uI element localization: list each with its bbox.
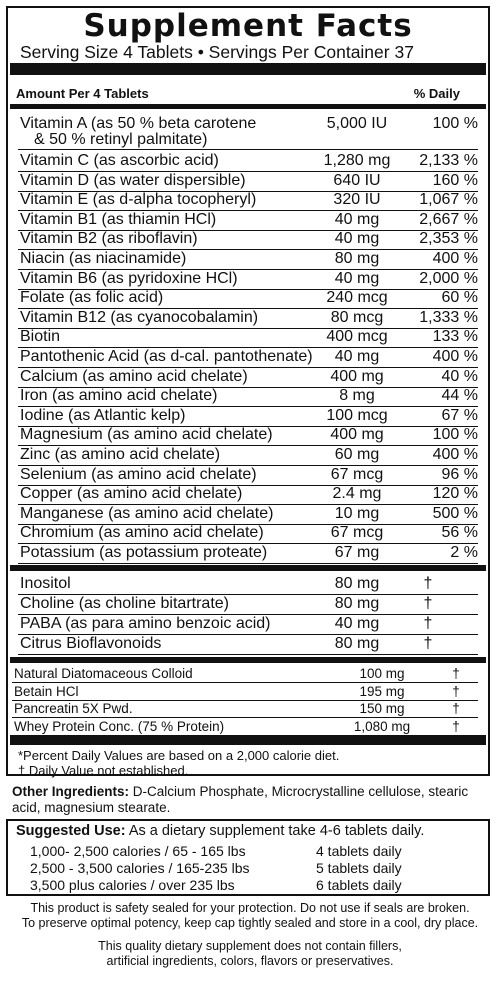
- serving-info: Serving Size 4 Tablets • Servings Per Container 37: [20, 42, 414, 62]
- nutrient-amount: 1,280 mg: [323, 152, 391, 169]
- nutrient-row: [18, 249, 478, 270]
- nutrient-name: [20, 367, 248, 387]
- dosage-amount: 6 tablets daily: [316, 877, 402, 893]
- nutrient-daily-value: 40 %: [441, 367, 478, 385]
- nutrient-row: [18, 190, 478, 211]
- nutrient-daily-value: 1,333 %: [419, 308, 478, 326]
- nutrient-row: [18, 269, 478, 290]
- nutrient-name: [20, 386, 217, 406]
- nutrient-amount: 400 mg: [330, 367, 384, 385]
- nutrient-name: [20, 288, 163, 308]
- nutrient-amount: 100 mcg: [326, 406, 388, 424]
- other-nutrient-amount: 80 mg: [334, 575, 380, 592]
- nutrient-daily-value: 120 %: [432, 485, 478, 503]
- dagger-symbol: †: [452, 718, 460, 734]
- extra-ingredient-amount: 150 mg: [359, 701, 405, 716]
- footnote-divider: [10, 735, 486, 745]
- nutrient-daily-value: 2 %: [450, 544, 478, 561]
- nutrient-daily-value: 2,000 %: [419, 269, 478, 287]
- nutrient-row: [18, 406, 478, 427]
- nutrient-amount: 60 mg: [334, 446, 380, 463]
- nutrient-row: [18, 288, 478, 309]
- nutrient-name: [20, 425, 273, 445]
- nutrient-name-text: Zinc (as amino acid chelate): [20, 446, 221, 463]
- nutrient-daily-value: 2,133 %: [419, 152, 478, 169]
- nutrient-daily-value: 2,353 %: [419, 230, 478, 248]
- nutrient-row: [18, 151, 478, 172]
- nutrient-name-text: Iodine (as Atlantic kelp): [20, 406, 186, 424]
- nutrient-name-text: Folate (as folic acid): [20, 289, 164, 307]
- nutrient-name: [20, 504, 273, 524]
- nutrient-row: [18, 523, 478, 544]
- extra-ingredient-name: Whey Protein Conc. (75 % Protein): [14, 718, 225, 734]
- nutrient-row: [18, 347, 478, 368]
- other-nutrient-row: [18, 594, 478, 615]
- other-nutrient-name: Choline (as choline bitartrate): [20, 595, 229, 612]
- section-divider: [10, 565, 486, 571]
- footnote-percent: *Percent Daily Values are based on a 2,000 calorie diet.: [18, 748, 340, 763]
- extra-ingredient-row: [12, 683, 478, 701]
- other-ingredients-text: D-Calcium Phosphate, Microcrystalline cellulose, stearic acid, magnesium stearate.: [12, 784, 469, 815]
- nutrient-row: [18, 484, 478, 505]
- extra-ingredient-name: Natural Diatomaceous Colloid: [14, 666, 193, 681]
- other-nutrient-amount: 80 mg: [334, 635, 380, 652]
- nutrient-name-text: Vitamin B6 (as pyridoxine HCl): [20, 269, 238, 287]
- nutrient-name-text: Potassium (as potassium proteate): [20, 544, 268, 561]
- nutrient-name: [20, 445, 220, 465]
- other-nutrient-name: Citrus Bioflavonoids: [20, 635, 162, 652]
- nutrient-name-text: Vitamin B2 (as riboflavin): [20, 230, 198, 248]
- nutrient-amount: 8 mg: [339, 387, 375, 405]
- nutrient-name-text: Niacin (as niacinamide): [20, 250, 187, 267]
- other-nutrient-row: [18, 634, 478, 655]
- extra-ingredient-amount: 100 mg: [359, 666, 405, 681]
- nutrient-name: [20, 406, 185, 426]
- nutrient-name-text: Iron (as amino acid chelate): [20, 387, 218, 405]
- nutrient-name-text: Vitamin B12 (as cyanocobalamin): [20, 308, 259, 326]
- suggested-use-heading: [16, 823, 424, 839]
- dagger-symbol: †: [452, 683, 460, 699]
- dosage-range: 2,500 - 3,500 calories / 165-235 lbs: [30, 860, 250, 876]
- nutrient-row: [18, 113, 478, 150]
- other-ingredients-label: Other Ingredients:: [12, 784, 130, 799]
- nutrient-amount: 400 mg: [330, 426, 384, 444]
- nutrient-daily-value: 133 %: [432, 328, 478, 346]
- nutrient-amount: 320 IU: [333, 191, 381, 209]
- nutrient-name: [20, 151, 219, 171]
- nutrient-name: [20, 229, 198, 249]
- nutrient-amount: 67 mg: [334, 544, 380, 561]
- panel-title: Supplement Facts: [83, 8, 413, 44]
- nutrient-name: [20, 171, 246, 191]
- dosage-amount: 4 tablets daily: [316, 843, 402, 859]
- nutrient-amount: 10 mg: [334, 504, 380, 522]
- other-nutrient-row: [18, 574, 478, 595]
- nutrient-row: [18, 504, 478, 525]
- header-divider: [10, 104, 486, 109]
- nutrient-row: [18, 465, 478, 486]
- other-nutrient-name: Inositol: [20, 575, 71, 592]
- safety-notice: This product is safety sealed for your protection. Do not use if seals are broken.: [30, 901, 470, 915]
- extra-ingredient-name: Betain HCl: [14, 683, 79, 699]
- nutrient-amount: 67 mcg: [330, 465, 384, 483]
- nutrient-daily-value: 100 %: [432, 426, 478, 444]
- nutrient-name: [20, 484, 242, 504]
- nutrient-daily-value: 1,067 %: [419, 191, 478, 209]
- extra-ingredient-row: [12, 665, 478, 683]
- other-nutrient-row: [18, 614, 478, 635]
- nutrient-name: [20, 308, 258, 328]
- other-nutrient-name: PABA (as para amino benzoic acid): [20, 615, 271, 632]
- nutrient-daily-value: 67 %: [441, 406, 478, 424]
- nutrient-row: [18, 210, 478, 231]
- nutrient-name-text: Calcium (as amino acid chelate): [20, 367, 248, 385]
- suggested-use-box: [6, 819, 490, 896]
- nutrient-name: [20, 249, 186, 269]
- dosage-range: 1,000- 2,500 calories / 65 - 165 lbs: [30, 843, 246, 859]
- nutrient-amount: 40 mg: [334, 210, 380, 228]
- nutrient-amount: 40 mg: [334, 230, 380, 248]
- dagger-symbol: †: [452, 701, 460, 716]
- storage-notice: To preserve optimal potency, keep cap tightly sealed and store in a cool, dry place.: [21, 916, 479, 930]
- nutrient-name-text: Vitamin C (as ascorbic acid): [20, 152, 219, 169]
- other-ingredients: [12, 784, 488, 816]
- nutrient-daily-value: 400 %: [432, 446, 478, 463]
- nutrient-name-text: Pantothenic Acid (as d-cal. pantothenate): [20, 348, 313, 365]
- nutrient-name-text: Selenium (as amino acid chelate): [20, 465, 257, 483]
- nutrient-amount: 5,000 IU: [326, 115, 388, 132]
- nutrient-amount: 80 mg: [334, 250, 380, 267]
- thick-divider: [10, 63, 486, 75]
- nutrient-name: [20, 347, 313, 367]
- nutrient-amount: 40 mg: [334, 269, 380, 287]
- quality-statement-line1: This quality dietary supplement does not contain fillers,: [98, 939, 402, 953]
- section-divider: [10, 657, 486, 663]
- dagger-symbol: †: [423, 595, 433, 612]
- dagger-symbol: †: [423, 635, 433, 652]
- nutrient-name-text: Biotin: [20, 328, 61, 346]
- amount-header: Amount Per 4 Tablets: [16, 86, 149, 101]
- nutrient-daily-value: 400 %: [432, 250, 478, 267]
- nutrient-name-text: Vitamin A (as 50 % beta carotene: [20, 115, 257, 132]
- daily-header: % Daily: [413, 86, 460, 101]
- nutrient-name-text: Vitamin B1 (as thiamin HCl): [20, 210, 217, 228]
- nutrient-daily-value: 400 %: [432, 348, 478, 365]
- extra-ingredient-amount: 195 mg: [359, 683, 405, 699]
- dosage-range: 3,500 plus calories / over 235 lbs: [30, 877, 235, 893]
- nutrient-daily-value: 56 %: [441, 524, 478, 542]
- nutrient-amount: 2.4 mg: [332, 485, 382, 503]
- nutrient-daily-value: 500 %: [432, 504, 478, 522]
- supplement-facts-panel: [6, 6, 490, 776]
- nutrient-amount: 640 IU: [333, 171, 381, 189]
- nutrient-row: [18, 425, 478, 446]
- nutrient-name: [20, 465, 257, 485]
- nutrient-name-text: Magnesium (as amino acid chelate): [20, 426, 273, 444]
- nutrient-daily-value: 44 %: [441, 387, 478, 405]
- extra-ingredient-amount: 1,080 mg: [353, 718, 411, 734]
- nutrient-row: [18, 171, 478, 192]
- nutrient-amount: 67 mcg: [330, 524, 384, 542]
- nutrient-name-text: Manganese (as amino acid chelate): [20, 504, 274, 522]
- nutrient-daily-value: 60 %: [441, 289, 478, 307]
- nutrient-daily-value: 2,667 %: [419, 210, 478, 228]
- nutrient-name-text: Copper (as amino acid chelate): [20, 485, 243, 503]
- nutrient-daily-value: 160 %: [432, 171, 478, 189]
- quality-statement-line2: artificial ingredients, colors, flavors or preservatives.: [106, 954, 394, 968]
- nutrient-row: [18, 367, 478, 388]
- nutrient-row: [18, 229, 478, 250]
- dagger-symbol: †: [452, 666, 460, 681]
- extra-ingredient-row: [12, 718, 478, 736]
- nutrient-row: [18, 386, 478, 407]
- nutrient-amount: 400 mcg: [326, 328, 388, 346]
- nutrient-name: [20, 116, 256, 148]
- extra-ingredient-row: [12, 700, 478, 718]
- nutrient-row: [18, 308, 478, 329]
- nutrient-daily-value: 96 %: [441, 465, 478, 483]
- extra-ingredient-name: Pancreatin 5X Pwd.: [14, 701, 133, 716]
- nutrient-row: [18, 445, 478, 466]
- nutrient-amount: 80 mcg: [330, 308, 384, 326]
- nutrient-name: [20, 543, 267, 563]
- nutrient-name-text: Vitamin E (as d-alpha tocopheryl): [20, 191, 257, 209]
- suggested-use-text: As a dietary supplement take 4-6 tablets daily.: [125, 823, 425, 839]
- nutrient-name: [20, 210, 216, 230]
- nutrient-name: [20, 327, 60, 347]
- nutrient-amount: 40 mg: [334, 348, 380, 365]
- nutrient-name-text: Vitamin D (as water dispersible): [20, 171, 246, 189]
- nutrient-row: [18, 327, 478, 348]
- nutrient-name: [20, 523, 264, 543]
- nutrient-name: [20, 269, 238, 289]
- dagger-symbol: †: [423, 615, 433, 632]
- suggested-use-label: Suggested Use:: [16, 823, 126, 839]
- nutrient-name: [20, 190, 256, 210]
- other-nutrient-amount: 40 mg: [334, 615, 380, 632]
- nutrient-name-continued: & 50 % retinyl palmitate): [34, 131, 208, 148]
- nutrient-amount: 240 mcg: [326, 289, 388, 307]
- nutrient-daily-value: 100 %: [432, 115, 478, 132]
- dagger-symbol: †: [423, 575, 433, 592]
- nutrient-row: [18, 543, 478, 564]
- other-nutrient-amount: 80 mg: [334, 595, 380, 612]
- footnote-dagger: † Daily Value not established.: [18, 763, 189, 778]
- nutrient-name-text: Chromium (as amino acid chelate): [20, 524, 264, 542]
- dosage-amount: 5 tablets daily: [316, 860, 402, 876]
